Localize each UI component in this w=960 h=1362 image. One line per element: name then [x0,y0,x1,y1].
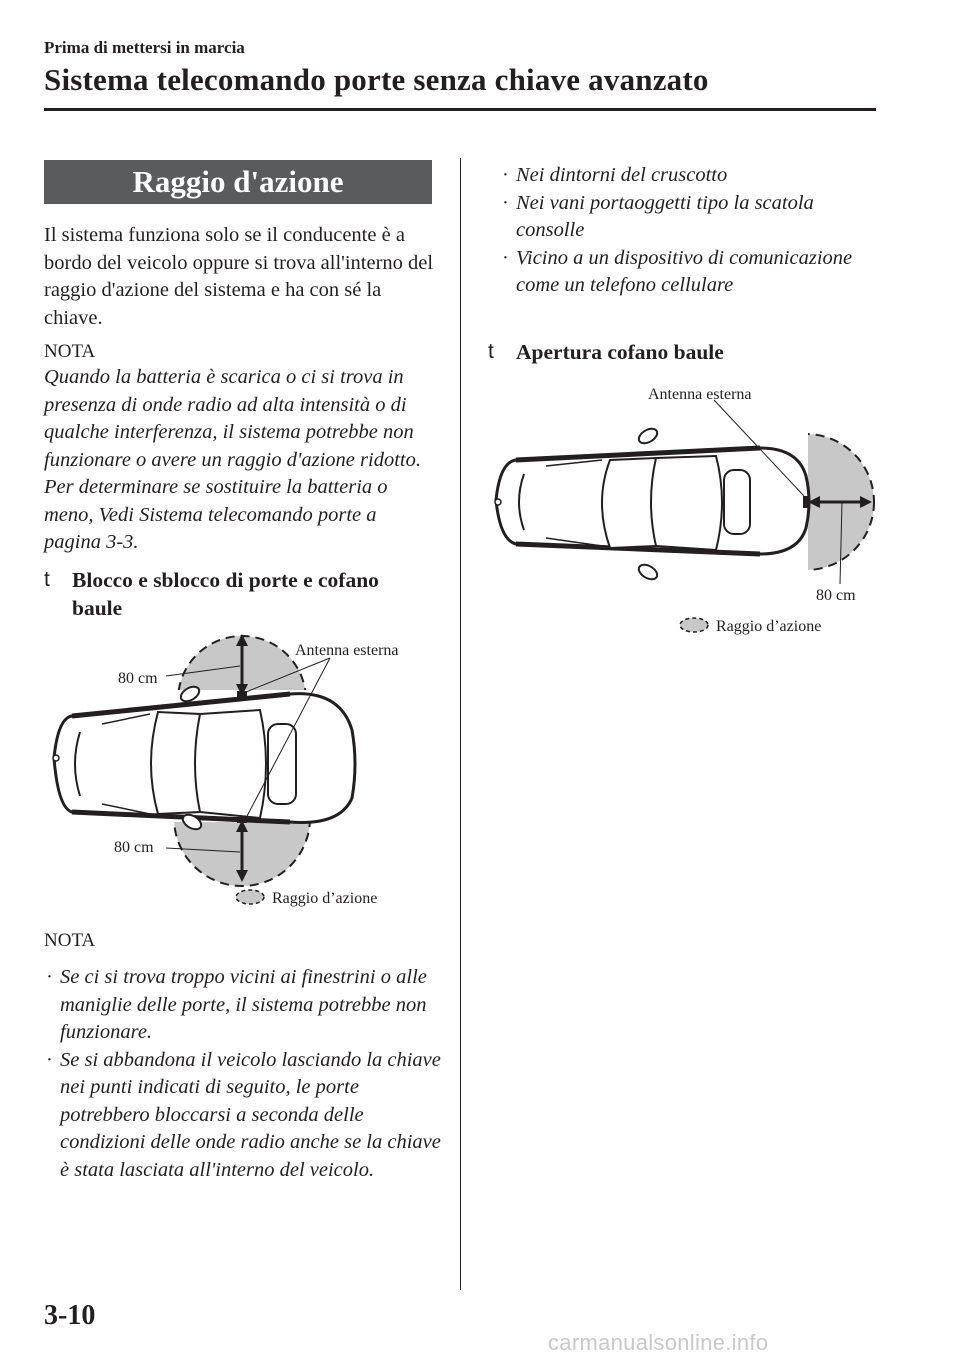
legend-raggio-azione: Raggio d’azione [716,618,822,635]
nota2-label: NOTA [44,930,96,951]
bullet-dot: · [502,191,509,214]
list-item: · Se ci si trova troppo vicini ai finestrini o alle maniglie delle porte, il sistema potrebbe non funzionare. [46,966,427,1043]
list-item: · Nei vani portaoggetti tipo la scatola consolle [502,191,814,241]
car-top-view [495,426,809,582]
bullet-dot: · [502,246,509,269]
antenna-marker [803,496,809,508]
list-item: · Vicino a un dispositivo di comunicazione come un telefono cellulare [502,246,853,296]
section-banner: Raggio d'azione [44,160,432,204]
chapter-title: Prima di mettersi in marcia [44,38,245,57]
key-locations-list [500,162,880,300]
legend-range-swatch [680,618,708,632]
diagram-trunk-range [480,378,880,648]
watermark: carmanualsonline.info [548,1330,769,1355]
subheading-lock-unlock [44,566,444,626]
label-antenna-esterna: Antenna esterna [648,386,752,403]
subheading-text: Apertura cofano baule [516,340,724,364]
label-antenna-esterna: Antenna esterna [295,642,399,659]
legend-range-swatch [236,890,264,904]
intro-paragraph: Il sistema funziona solo se il conducente è a bordo del veicolo oppure si trova all'interno del raggio d'azione del sistema e ha con sé la chiave. [44,224,434,329]
bullet-dot: · [502,164,509,186]
page-number: 3-10 [44,1300,96,1331]
diagram-lock-unlock-range [40,628,440,918]
subheading-marker: t [44,568,50,591]
label-80cm: 80 cm [816,587,856,604]
bullet-dot: · [46,1048,53,1071]
nota-paragraph: Quando la batteria è scarica o ci si trova in presenza di onde radio ad alta intensità o di qualche interferenza, il sistema potrebbe non funzionare o avere un raggio d'azione ridotto. Per determinare se sostituire la batteria o meno, Vedi Sistema telecomando porte a pagina 3-3. [44,366,421,553]
nota2-bullet-list [44,964,444,1184]
subheading-text: Blocco e sblocco di porte e cofano baule [72,568,379,620]
label-80cm-top: 80 cm [118,670,158,687]
car-top-view [53,684,355,832]
page-title: Sistema telecomando porte senza chiave avanzato [44,62,709,97]
column-divider [460,158,461,1290]
subheading-trunk-open [488,338,868,368]
nota-label: NOTA [44,341,96,362]
subheading-marker: t [488,340,494,363]
legend-raggio-azione: Raggio d’azione [272,890,378,907]
bullet-dot: · [46,966,53,988]
label-80cm-bottom: 80 cm [114,839,154,856]
list-item: · Nei dintorni del cruscotto [500,162,880,190]
list-item: · Se si abbandona il veicolo lasciando la chiave nei punti indicati di seguito, le porte potrebbero bloccarsi a seconda delle condizioni delle onde radio anche se la chiave è stata lasciata all'interno del veicolo. [46,1048,441,1181]
title-rule [44,108,876,111]
